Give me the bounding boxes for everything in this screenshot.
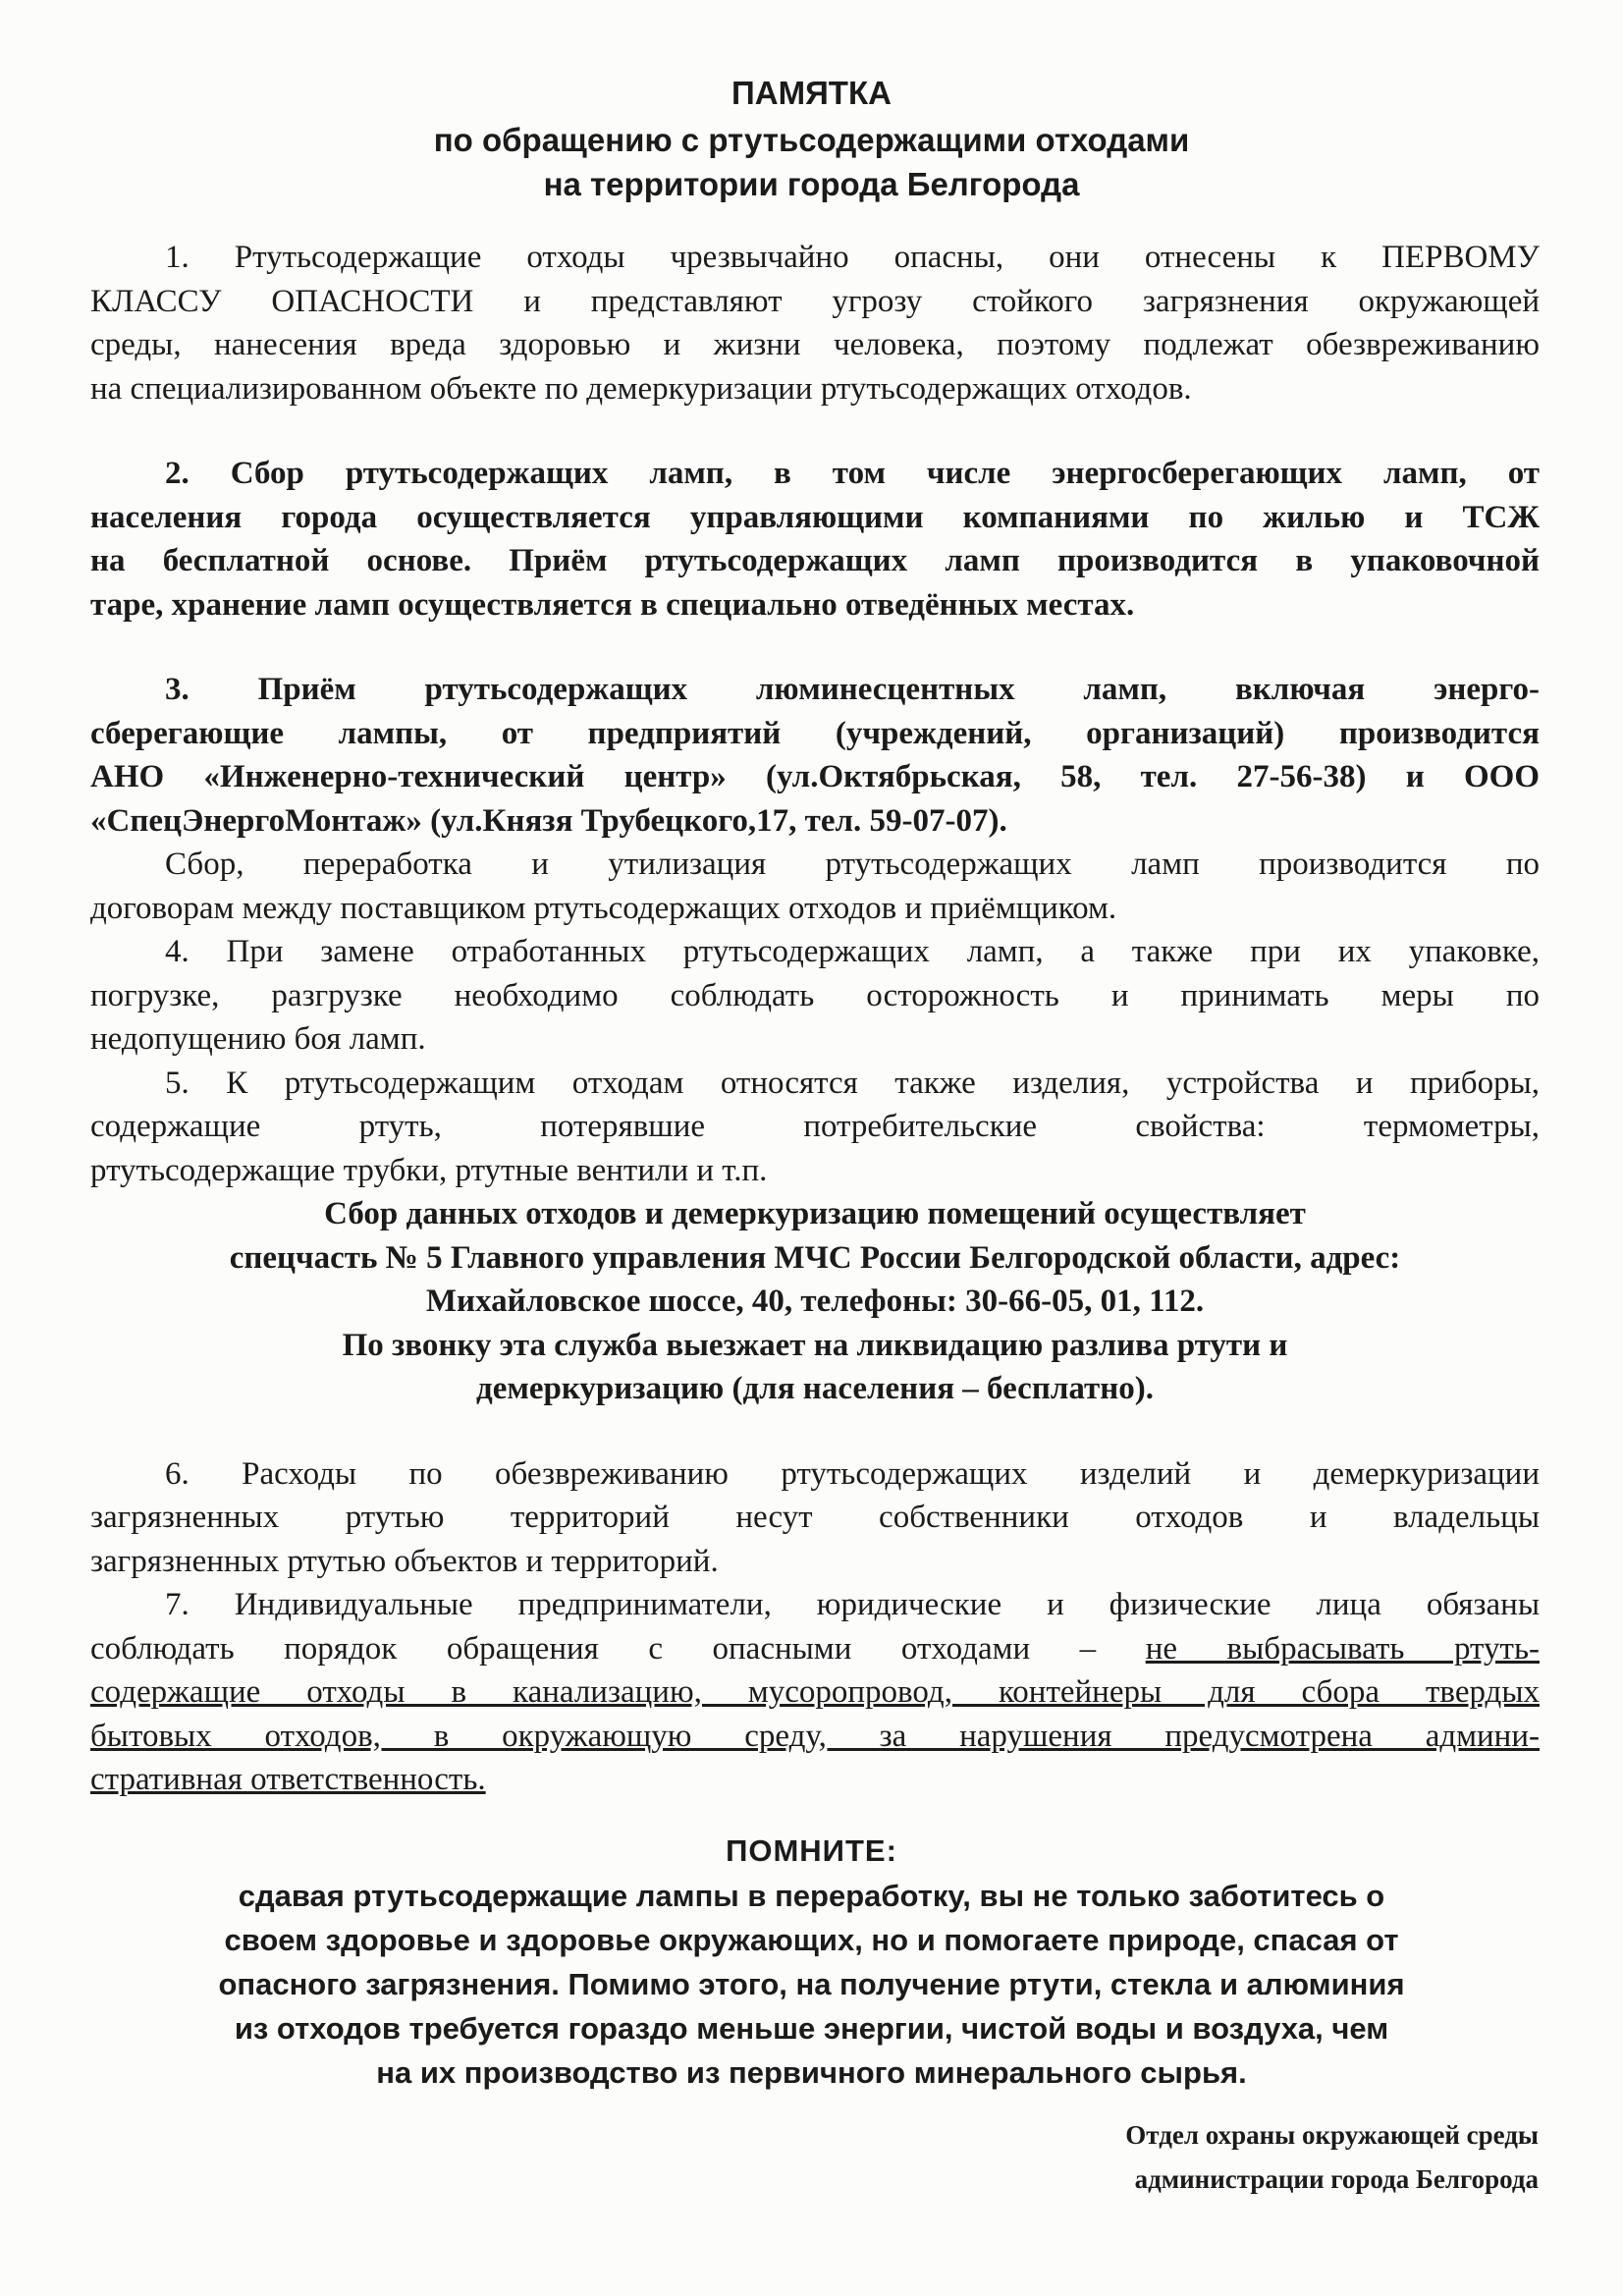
paragraph-line: Михайловское шоссе, 40, телефоны: 30-66-05, 01, 112. — [425, 1284, 1205, 1319]
paragraph — [90, 668, 1540, 843]
paragraph-line: 2. Сбор ртутьсодержащих ламп, в том числе энергосберегающих ламп, от — [165, 456, 1540, 491]
paragraph-line: погрузке, разгрузке необходимо соблюдать осторожность и принимать меры по — [90, 977, 1540, 1013]
document-subtitle-line-2: на территории города Белгорода — [543, 166, 1080, 202]
paragraph-line: на бесплатной основе. Приём ртутьсодержащих ламп производится в упаковочной — [90, 543, 1540, 578]
document-body — [90, 236, 1540, 1802]
paragraph-line: 7. Индивидуальные предприниматели, юридические и физические лица обязаны — [165, 1587, 1540, 1622]
paragraph-line: загрязненных ртутью объектов и территорий. — [90, 1543, 719, 1579]
underlined-text: стративная ответственность. — [90, 1762, 486, 1797]
paragraph-line: среды, нанесения вреда здоровью и жизни человека, поэтому подлежат обезвреживанию — [90, 327, 1540, 362]
paragraph — [90, 452, 1540, 627]
paragraph-line: 1. Ртутьсодержащие отходы чрезвычайно опасны, они отнесены к ПЕРВОМУ — [165, 240, 1540, 275]
remember-line: из отходов требуется гораздо меньше энергии, чистой воды и воздуха, чем — [234, 2011, 1389, 2046]
paragraph-line: сберегающие лампы, от предприятий (учреждений, организаций) производится — [90, 715, 1540, 751]
paragraph-line: КЛАССУ ОПАСНОСТИ и представляют угрозу стойкого загрязнения окружающей — [90, 283, 1540, 319]
paragraph-line: демеркуризацию (для населения – бесплатно). — [476, 1371, 1154, 1406]
underlined-text: бытовых отходов, в окружающую среду, за нарушения предусмотрена админи- — [90, 1718, 1540, 1754]
paragraph-line — [90, 1758, 1540, 1802]
paragraph-line: содержащие ртуть, потерявшие потребительские свойства: термометры, — [90, 1109, 1540, 1144]
paragraph-line: недопущению боя ламп. — [90, 1021, 426, 1057]
paragraph-line: ртутьсодержащие трубки, ртутные вентили и т.п. — [90, 1152, 768, 1188]
paragraph-line: 4. При замене отработанных ртутьсодержащих ламп, а также при их упаковке, — [165, 934, 1540, 969]
paragraph-line — [90, 1715, 1540, 1759]
paragraph-line: «СпецЭнергоМонтаж» (ул.Князя Трубецкого,17, тел. 59-07-07). — [90, 802, 1007, 839]
remember-section — [0, 1829, 1623, 2095]
remember-heading: ПОМНИТЕ: — [726, 1833, 897, 1868]
paragraph-line — [90, 1670, 1540, 1715]
remember-line: сдавая ртутьсодержащие лампы в переработку, вы не только заботитесь о — [238, 1879, 1385, 1913]
remember-line: опасного загрязнения. Помимо этого, на получение ртути, стекла и алюминия — [218, 1967, 1405, 2001]
paragraph-line: 3. Приём ртутьсодержащих люминесцентных ламп, включая энерго- — [165, 672, 1540, 707]
paragraph-line: на специализированном объекте по демеркуризации ртутьсодержащих отходов. — [90, 370, 1192, 407]
underlined-text: не выбрасывать ртуть- — [1145, 1630, 1540, 1667]
paragraph-line: 5. К ртутьсодержащим отходам относятся также изделия, устройства и приборы, — [165, 1065, 1540, 1101]
paragraph-line: Сбор, переработка и утилизация ртутьсодержащих ламп производится по — [165, 847, 1540, 882]
remember-line: своем здоровье и здоровье окружающих, но и помогаете природе, спасая от — [224, 1923, 1399, 1957]
underlined-text: содержащие отходы в канализацию, мусоропровод, контейнеры для сбора твердых — [90, 1674, 1540, 1710]
paragraph-line: таре, хранение ламп осуществляется в специально отведённых местах. — [90, 586, 1135, 623]
paragraph-line: загрязненных ртутью территорий несут собственники отходов и владельцы — [90, 1500, 1540, 1535]
paragraph-line: По звонку эта служба выезжает на ликвидацию разлива ртути и — [342, 1327, 1288, 1363]
paragraph-line: населения города осуществляется управляющими компаниями по жилью и ТСЖ — [90, 499, 1540, 535]
paragraph-line: 6. Расходы по обезвреживанию ртутьсодержащих изделий и демеркуризации — [165, 1455, 1540, 1492]
paragraph-line: договорам между поставщиком ртутьсодержащих отходов и приёмщиком. — [90, 890, 1117, 926]
paragraph — [90, 1192, 1540, 1411]
document-title: ПАМЯТКА — [731, 75, 892, 111]
paragraph-line — [90, 1627, 1540, 1671]
paragraph — [90, 236, 1540, 410]
text-segment: соблюдать порядок обращения с опасными отходами – — [90, 1630, 1146, 1667]
paragraph — [90, 1062, 1540, 1193]
signature-line-2: администрации города Белгорода — [1134, 2164, 1539, 2194]
paragraph — [90, 843, 1540, 930]
paragraph — [90, 930, 1540, 1062]
document-subtitle-line-1: по обращению с ртутьсодержащими отходами — [433, 122, 1190, 158]
remember-line: на их производство из первичного минерального сырья. — [376, 2055, 1247, 2090]
signature-line-1: Отдел охраны окружающей среды — [1125, 2120, 1539, 2150]
paragraph-line: Сбор данных отходов и демеркуризацию помещений осуществляет — [324, 1196, 1306, 1231]
paragraph — [90, 1583, 1540, 1802]
signature — [1125, 2113, 1539, 2202]
paragraph — [90, 1452, 1540, 1584]
paragraph-line: спецчасть № 5 Главного управления МЧС России Белгородской области, адрес: — [229, 1239, 1401, 1276]
paragraph-line: АНО «Инженерно-технический центр» (ул.Октябрьская, 58, тел. 27-56-38) и ООО — [90, 759, 1540, 794]
